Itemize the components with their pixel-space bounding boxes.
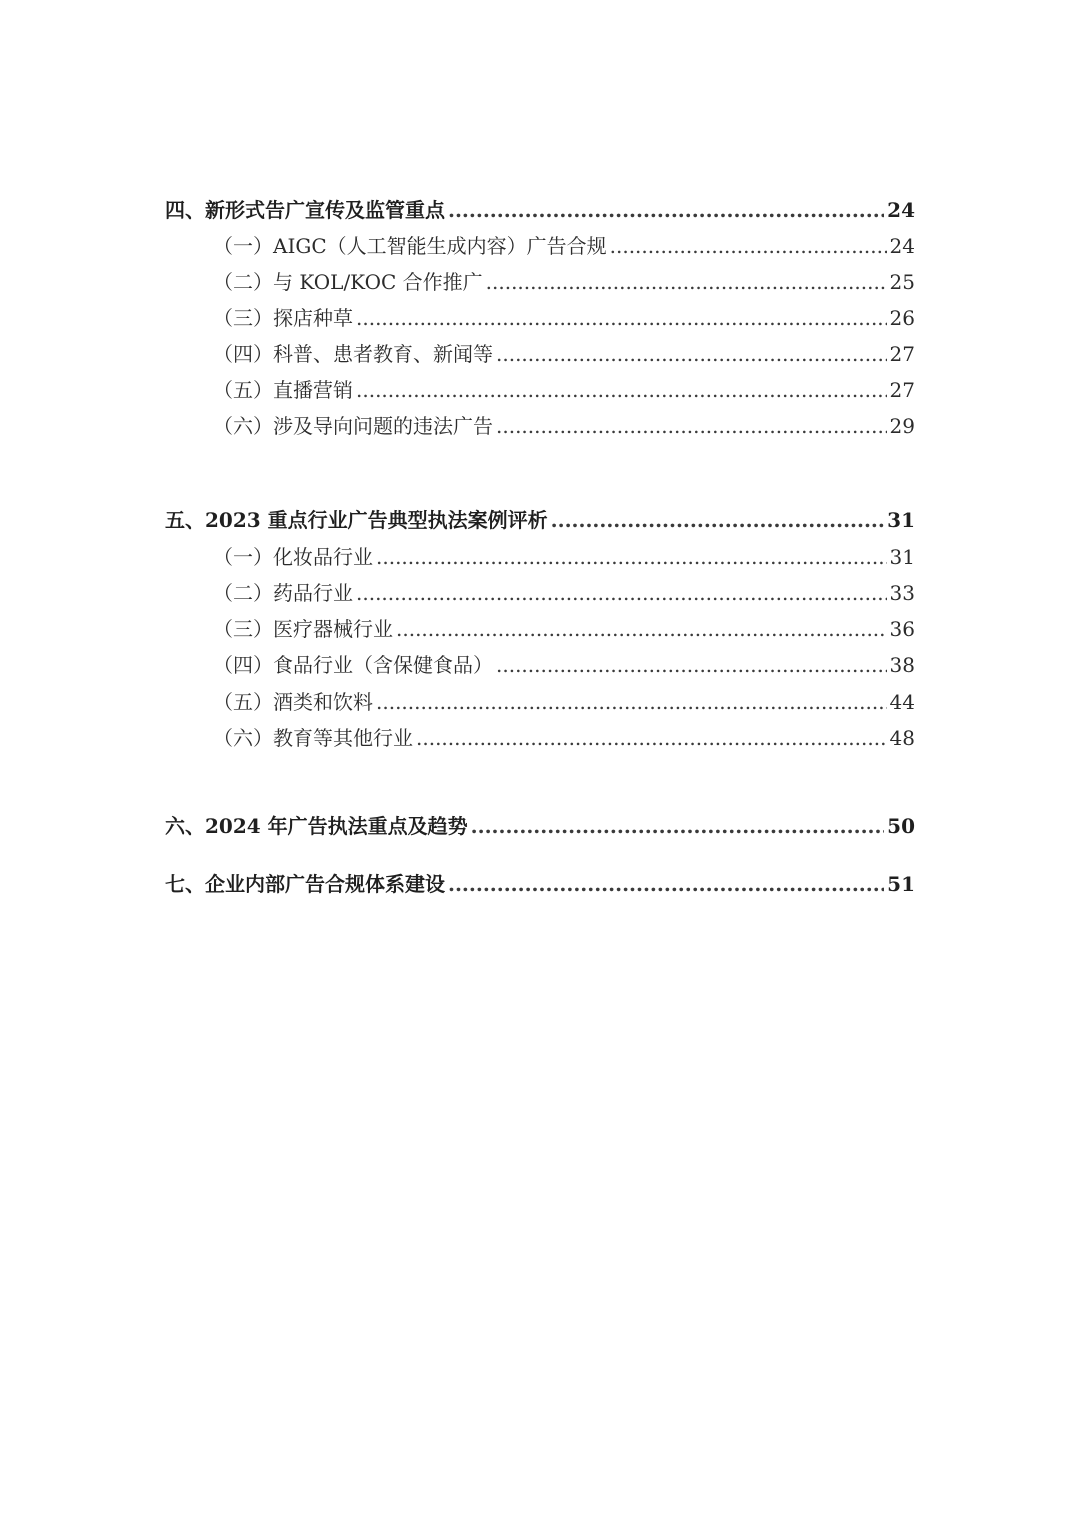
toc-section-7[interactable] <box>165 869 915 899</box>
toc-section-5[interactable] <box>165 505 915 535</box>
toc-item-title: （四）食品行业（含保健食品） <box>213 653 493 677</box>
toc-page-number: 24 <box>889 234 915 258</box>
dot-leader <box>376 687 887 717</box>
toc-section-title: 六、2024 年广告执法重点及趋势 <box>165 814 468 838</box>
dot-leader <box>448 195 884 225</box>
toc-page-number: 44 <box>889 690 915 714</box>
toc-page-number: 38 <box>889 653 915 677</box>
toc-item[interactable] <box>213 542 915 572</box>
toc-page-number: 25 <box>889 270 915 294</box>
toc-page-number: 29 <box>889 414 915 438</box>
dot-leader <box>356 303 887 333</box>
dot-leader <box>610 231 887 261</box>
dot-leader <box>376 542 887 572</box>
toc-item-title: （三）医疗器械行业 <box>213 617 393 641</box>
toc-page-number: 31 <box>889 545 915 569</box>
toc-item-title: （六）涉及导向问题的违法广告 <box>213 414 493 438</box>
dot-leader <box>496 411 887 441</box>
toc-page-number: 27 <box>889 342 915 366</box>
toc-item-title: （五）酒类和饮料 <box>213 690 373 714</box>
toc-page-number: 33 <box>889 581 915 605</box>
toc-item-title: （三）探店种草 <box>213 306 353 330</box>
toc-page-number: 36 <box>889 617 915 641</box>
toc-item-title: （四）科普、患者教育、新闻等 <box>213 342 493 366</box>
toc-item[interactable] <box>213 339 915 369</box>
toc-item[interactable] <box>213 578 915 608</box>
dot-leader <box>471 811 885 841</box>
toc-item[interactable] <box>213 411 915 441</box>
dot-leader <box>396 614 887 644</box>
toc-item[interactable] <box>213 303 915 333</box>
dot-leader <box>356 375 887 405</box>
toc-item-title: （一）化妆品行业 <box>213 545 373 569</box>
toc-section-4[interactable] <box>165 195 915 225</box>
toc-section-title: 四、新形式告广宣传及监管重点 <box>165 198 445 222</box>
toc-item[interactable] <box>213 723 915 753</box>
toc-item[interactable] <box>213 231 915 261</box>
dot-leader <box>551 505 885 535</box>
toc-item[interactable] <box>213 375 915 405</box>
toc-page-number: 31 <box>887 508 915 532</box>
dot-leader <box>496 339 887 369</box>
toc-section-6[interactable] <box>165 811 915 841</box>
toc-item[interactable] <box>213 267 915 297</box>
toc-page-number: 51 <box>887 872 915 896</box>
toc-item-title: （五）直播营销 <box>213 378 353 402</box>
toc-page-number: 26 <box>889 306 915 330</box>
dot-leader <box>448 869 884 899</box>
toc-page-number: 27 <box>889 378 915 402</box>
dot-leader <box>416 723 887 753</box>
toc-page-number: 48 <box>889 726 915 750</box>
toc-item[interactable] <box>213 687 915 717</box>
dot-leader <box>486 267 887 297</box>
toc-section-title: 五、2023 重点行业广告典型执法案例评析 <box>165 508 548 532</box>
toc-page-number: 24 <box>887 198 915 222</box>
toc-item[interactable] <box>213 650 915 680</box>
toc-item-title: （一）AIGC（人工智能生成内容）广告合规 <box>213 234 607 258</box>
dot-leader <box>496 650 887 680</box>
toc-page-number: 50 <box>887 814 915 838</box>
toc-section-title: 七、企业内部广告合规体系建设 <box>165 872 445 896</box>
toc-item-title: （六）教育等其他行业 <box>213 726 413 750</box>
dot-leader <box>356 578 887 608</box>
toc-item[interactable] <box>213 614 915 644</box>
toc-item-title: （二）药品行业 <box>213 581 353 605</box>
toc-item-title: （二）与 KOL/KOC 合作推广 <box>213 270 483 294</box>
